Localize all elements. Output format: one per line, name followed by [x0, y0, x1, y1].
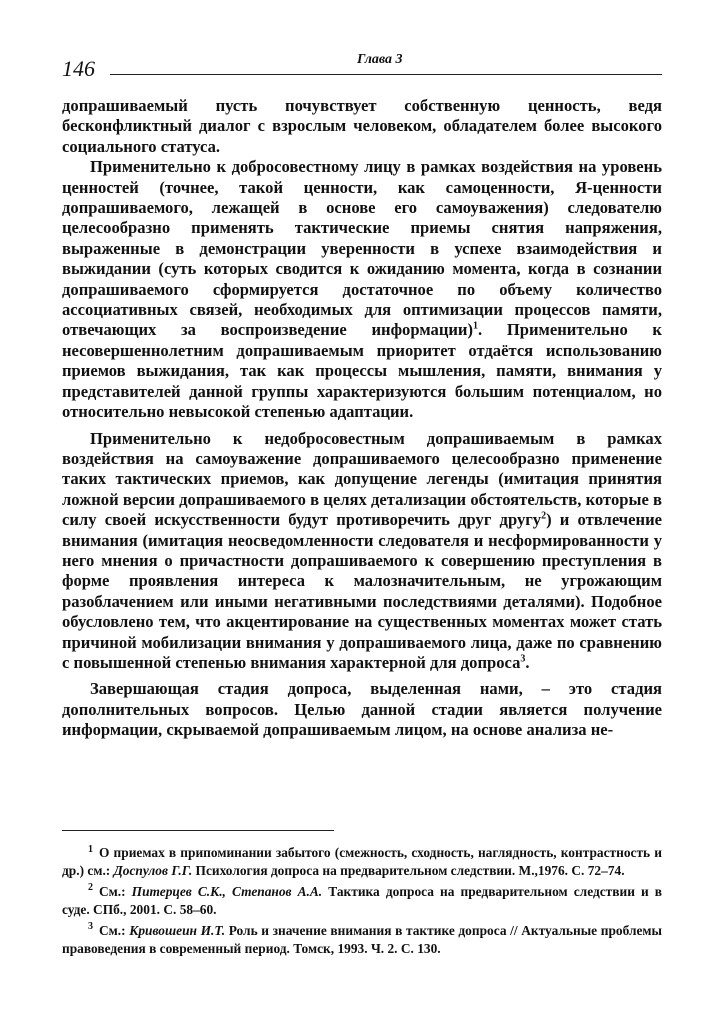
main-text [62, 96, 662, 741]
paragraph-1: допрашиваемый пусть почувствует собственную ценность, ведя бесконфликтный диалог с взрослым человеком, обладателем более высокого социального статуса. [62, 96, 662, 156]
paragraph-4: Завершающая стадия допроса, выделенная нами, – это стадия дополнительных вопросов. Целью данной стадии является получение информации, скрываемой допрашиваемым лицом, на основе анализа не- [62, 679, 662, 740]
running-header [62, 44, 662, 84]
chapter-title: Глава 3 [357, 52, 403, 67]
footnotes [62, 844, 662, 960]
paragraph-2: Применительно к добросовестному лицу в рамках воздействия на уровень ценностей (точнее, такой ценности, как самоценности, Я-ценности допрашиваемого, лежащей в основе его самоуважения) следователю целесообразно применять тактические приемы снятия напряжения, выраженные в демонстрации уверенности в успехе взаимодействия и выжидании (суть которых сводится к ожиданию момента, когда в сознании допрашиваемого сформируется достаточное по объему количество ассоциативных связей, необходимых для оптимизации процессов памяти, отвечающих за воспроизведение информации)$^1$. Применительно к несовершеннолетним допрашиваемым приоритет отдаётся использованию приемов выжидания, так как процессы мышления, памяти, внимания у представителей данной группы характеризуются большим потенциалом, но относительно невысокой степенью адаптации. [62, 157, 662, 422]
footnote-2: $^2$ См.: Питерцев С.К., Степанов А.А. Тактика допроса на предварительном следствии и в суде. СПб., 2001. С. 58–60. [62, 882, 662, 918]
footnote-1: $^1$ О приемах в припоминании забытого (смежность, сходность, наглядность, контрастность и др.) см.: Доспулов Г.Г. Психология допроса на предварительном следствии. М.,1976. С. 72–74. [62, 843, 662, 879]
header-rule [110, 74, 662, 75]
paragraph-3: Применительно к недобросовестным допрашиваемым в рамках воздействия на самоуважение допрашиваемого целесообразно применение таких тактических приемов, как допущение легенды (имитация принятия ложной версии допрашиваемого в целях детализации обстоятельств, которые в силу своей искусственности будут противоречить друг другу$^2$) и отвлечение внимания (имитация неосведомленности следователя и несформированности у него мнения о причастности допрашиваемого к совершению преступления в форме проявления интереса к малозначительным, не угрожающим разоблачением или иными негативными последствиями деталями). Подобное обусловлено тем, что акцентирование на существенных моментах может стать причиной мобилизации внимания у допрашиваемого лица, даже по сравнению с повышенной степенью внимания характерной для допроса$^3$. [62, 428, 662, 672]
page-number: 146 [62, 56, 95, 81]
footnote-ref-2[interactable]: 2 [541, 510, 547, 522]
footnote-ref-1[interactable]: 1 [473, 320, 479, 332]
footnote-3: $^3$ См.: Кривошеин И.Т. Роль и значение внимания в тактике допроса // Актуальные проблемы правоведения в современный период. Томск, 1993. Ч. 2. С. 130. [62, 921, 662, 957]
footnote-ref-3[interactable]: 3 [520, 653, 526, 665]
footnote-rule [62, 830, 334, 831]
